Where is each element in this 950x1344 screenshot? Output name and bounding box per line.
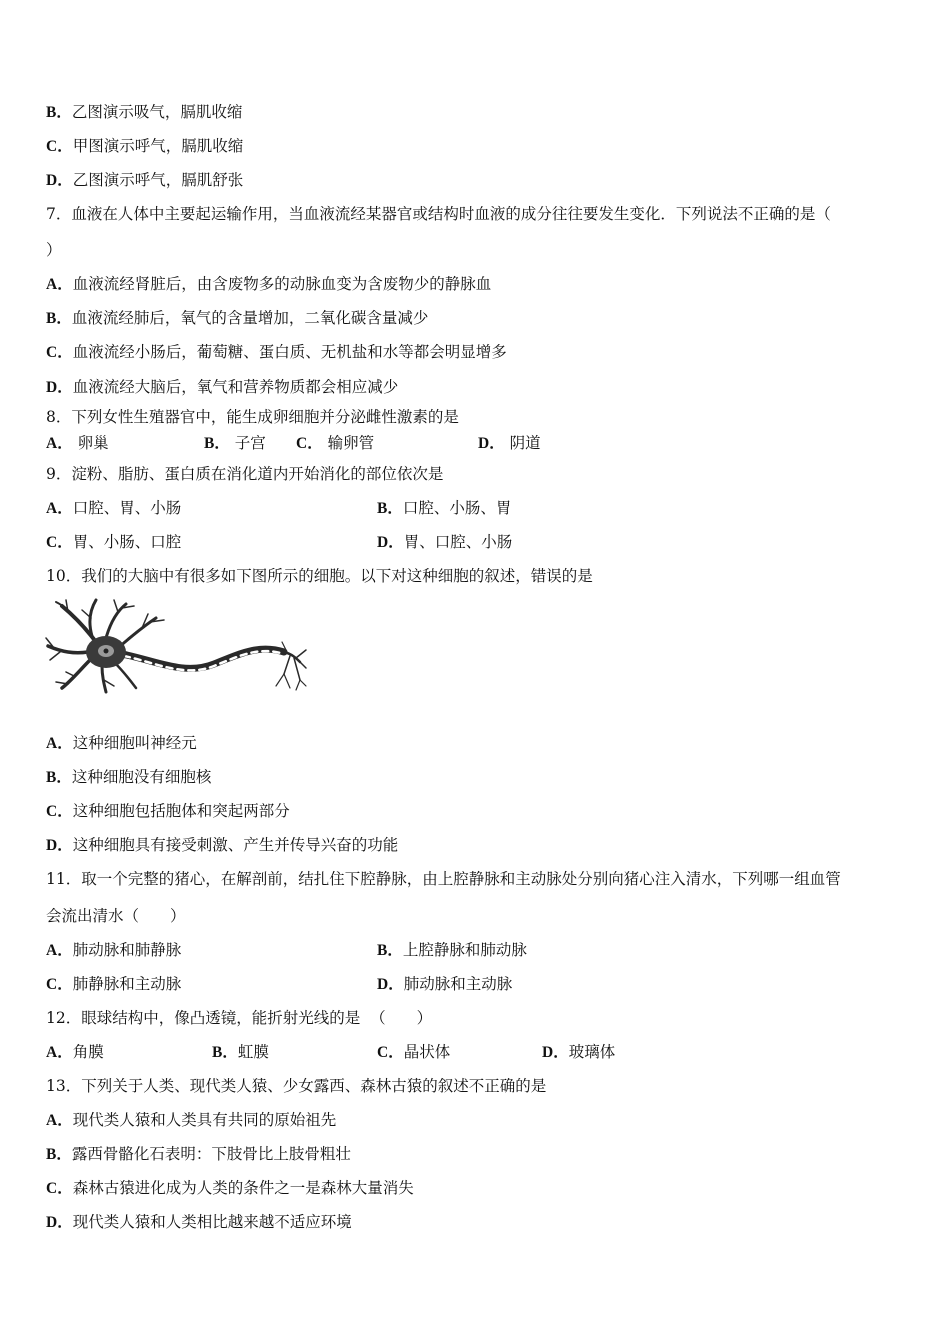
q12-option-a: A．角膜 — [46, 1043, 104, 1061]
q7-stem-line2: ） — [46, 241, 62, 259]
q12-option-d: D．玻璃体 — [542, 1043, 616, 1061]
q10-option-c: C．这种细胞包括胞体和突起两部分 — [46, 802, 290, 820]
q11-stem-line1: 11．取一个完整的猪心，在解剖前，结扎住下腔静脉，由上腔静脉和主动脉处分别向猪心注入清水，下列哪一组血管 — [46, 870, 841, 888]
q9-option-c: C．胃、小肠、口腔 — [46, 533, 182, 551]
q11-option-a: A．肺动脉和肺静脉 — [46, 941, 182, 959]
q8-stem: 8．下列女性生殖器官中，能生成卵细胞并分泌雌性激素的是 — [46, 408, 459, 426]
q9-option-a: A．口腔、胃、小肠 — [46, 499, 182, 517]
neuron-figure — [44, 596, 308, 694]
q10-stem: 10．我们的大脑中有很多如下图所示的细胞。以下对这种细胞的叙述，错误的是 — [46, 567, 593, 585]
q9-stem: 9．淀粉、脂肪、蛋白质在消化道内开始消化的部位依次是 — [46, 465, 444, 483]
q8-option-c: C． 输卵管 — [296, 434, 375, 452]
q12-option-c: C．晶状体 — [377, 1043, 451, 1061]
q13-stem: 13．下列关于人类、现代类人猿、少女露西、森林古猿的叙述不正确的是 — [46, 1077, 547, 1095]
q10-option-d: D．这种细胞具有接受刺激、产生并传导兴奋的功能 — [46, 836, 399, 854]
q7-option-c: C．血液流经小肠后，葡萄糖、蛋白质、无机盐和水等都会明显增多 — [46, 343, 507, 361]
q8-option-d: D． 阴道 — [478, 434, 541, 452]
q8-option-a: A． 卵巢 — [46, 434, 109, 452]
q7-option-b: B．血液流经肺后，氧气的含量增加，二氧化碳含量减少 — [46, 309, 429, 327]
q10-option-a: A．这种细胞叫神经元 — [46, 734, 197, 752]
q7-option-a: A．血液流经肾脏后，由含废物多的动脉血变为含废物少的静脉血 — [46, 275, 492, 293]
q13-option-c: C．森林古猿进化成为人类的条件之一是森林大量消失 — [46, 1179, 414, 1197]
q7-stem-line1: 7．血液在人体中主要起运输作用，当血液流经某器官或结构时血液的成分往往要发生变化．下列说法不正确的是（ — [46, 205, 831, 223]
q6-option-b: B．乙图演示吸气，膈肌收缩 — [46, 103, 243, 121]
q6-option-c: C．甲图演示呼气，膈肌收缩 — [46, 137, 244, 155]
q7-option-d: D．血液流经大脑后，氧气和营养物质都会相应减少 — [46, 378, 399, 396]
q11-stem-line2: 会流出清水（ ） — [46, 907, 186, 925]
q12-stem: 12．眼球结构中，像凸透镜，能折射光线的是 （ ） — [46, 1009, 433, 1027]
q11-option-c: C．肺静脉和主动脉 — [46, 975, 182, 993]
q9-option-b: B．口腔、小肠、胃 — [377, 499, 512, 517]
q13-option-d: D．现代类人猿和人类相比越来越不适应环境 — [46, 1213, 352, 1231]
q9-option-d: D．胃、口腔、小肠 — [377, 533, 513, 551]
q12-option-b: B．虹膜 — [212, 1043, 269, 1061]
q11-option-b: B．上腔静脉和肺动脉 — [377, 941, 527, 959]
q6-option-d: D．乙图演示呼气，膈肌舒张 — [46, 171, 244, 189]
q13-option-b: B．露西骨骼化石表明：下肢骨比上肢骨粗壮 — [46, 1145, 351, 1163]
q8-option-b: B． 子宫 — [204, 434, 266, 452]
q13-option-a: A．现代类人猿和人类具有共同的原始祖先 — [46, 1111, 337, 1129]
q10-option-b: B．这种细胞没有细胞核 — [46, 768, 212, 786]
q11-option-d: D．肺动脉和主动脉 — [377, 975, 513, 993]
